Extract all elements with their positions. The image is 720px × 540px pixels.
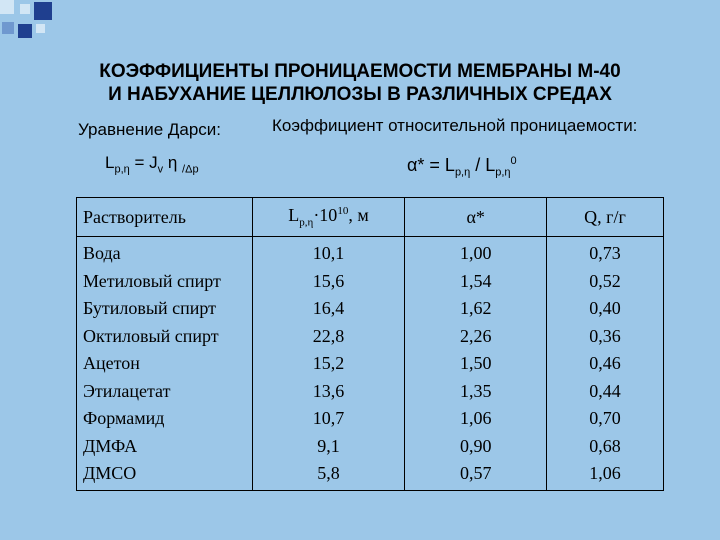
table-cell-alpha: 1,50: [459, 353, 492, 373]
darcy-eq-lhs-sub: p,η: [114, 163, 130, 176]
table-cell-lp: 10,7: [312, 408, 345, 428]
title-line-2: И НАБУХАНИЕ ЦЕЛЛЮЛОЗЫ В РАЗЛИЧНЫХ СРЕДАХ: [108, 84, 612, 105]
table-cell-q: 0,46: [589, 353, 621, 373]
table-cell-solvent: Вода: [83, 243, 121, 263]
coef-eq-b-sup: 0: [510, 155, 517, 167]
table-cell-solvent: Метиловый спирт: [83, 270, 221, 291]
table-body-row: [77, 237, 664, 491]
table-cell-solvent: Бутиловый спирт: [83, 298, 216, 318]
table-cell-lp: 9,1: [317, 435, 340, 456]
table-cell-alpha: 1,35: [459, 380, 492, 401]
table-cell-alpha: 0,57: [459, 463, 492, 483]
darcy-eq-eta: η: [163, 153, 183, 172]
title-line-1: КОЭФФИЦИЕНТЫ ПРОНИЦАЕМОСТИ МЕМБРАНЫ М-40: [99, 61, 621, 82]
permeability-table: [76, 197, 664, 491]
table-cell-lp: 16,4: [312, 298, 345, 318]
header-solvent: Растворитель: [77, 198, 253, 237]
table-cell-lp: 13,6: [312, 380, 345, 401]
table-cell-lp: 15,2: [312, 353, 345, 373]
table-cell-solvent: Ацетон: [83, 353, 140, 373]
coef-eq-a-sub: p,η: [454, 166, 471, 179]
darcy-eq-mid-sub: v: [157, 163, 164, 176]
table-cell-lp: 10,1: [312, 243, 345, 263]
solvent-column: [77, 237, 253, 491]
header-lp-sup: 10: [337, 205, 349, 218]
table-cell-solvent: ДМСО: [83, 463, 137, 483]
header-q: Q, г/г: [547, 198, 664, 237]
table-cell-q: 0,36: [589, 325, 621, 346]
table-cell-alpha: 1,00: [459, 243, 492, 263]
header-lp-sub: p,η: [299, 216, 314, 229]
table-cell-solvent: Этилацетат: [83, 380, 171, 401]
lp-column: [252, 237, 405, 491]
table-cell-q: 0,44: [589, 380, 621, 401]
coefficient-label: Коэффициент относительной проницаемости:: [272, 116, 638, 135]
table-cell-q: 0,73: [589, 243, 621, 263]
coef-eq-a: α* = L: [407, 155, 455, 175]
table-cell-alpha: 1,54: [459, 270, 492, 291]
table-cell-lp: 5,8: [317, 463, 340, 483]
darcy-eq-lhs: L: [105, 153, 115, 172]
darcy-label: Уравнение Дарси:: [78, 120, 222, 139]
darcy-equation: [105, 153, 199, 175]
table-cell-solvent: Формамид: [83, 408, 165, 428]
coefficient-equation: [407, 155, 517, 179]
table-cell-alpha: 0,90: [459, 435, 492, 456]
table-header-row: [77, 198, 664, 237]
table-cell-q: 0,40: [589, 298, 621, 318]
table-cell-alpha: 1,62: [459, 298, 492, 318]
table-cell-lp: 15,6: [312, 270, 345, 291]
table-cell-lp: 22,8: [312, 325, 345, 346]
table-cell-alpha: 2,26: [459, 325, 492, 346]
header-lp-main: L: [288, 205, 300, 226]
coef-eq-b-sub: p,η: [495, 166, 511, 179]
darcy-eq-mid: = J: [129, 153, 158, 172]
table-cell-q: 0,52: [589, 270, 621, 291]
header-lp-dot: ·10: [313, 205, 338, 226]
table-cell-q: 1,06: [589, 463, 621, 483]
table-cell-solvent: Октиловый спирт: [83, 325, 219, 346]
table-cell-solvent: ДМФА: [83, 435, 138, 456]
header-lp-unit: , м: [348, 205, 369, 226]
table-cell-q: 0,70: [589, 408, 621, 428]
header-alpha: α*: [405, 198, 547, 237]
table-cell-q: 0,68: [589, 435, 621, 456]
alpha-column: [405, 237, 547, 491]
q-column: [547, 237, 664, 491]
table-cell-alpha: 1,06: [459, 408, 492, 428]
header-lp: [252, 198, 405, 237]
coef-eq-b: / L: [470, 155, 496, 175]
slide-title: [0, 60, 720, 106]
darcy-eq-tail-sub: /Δp: [182, 163, 199, 176]
